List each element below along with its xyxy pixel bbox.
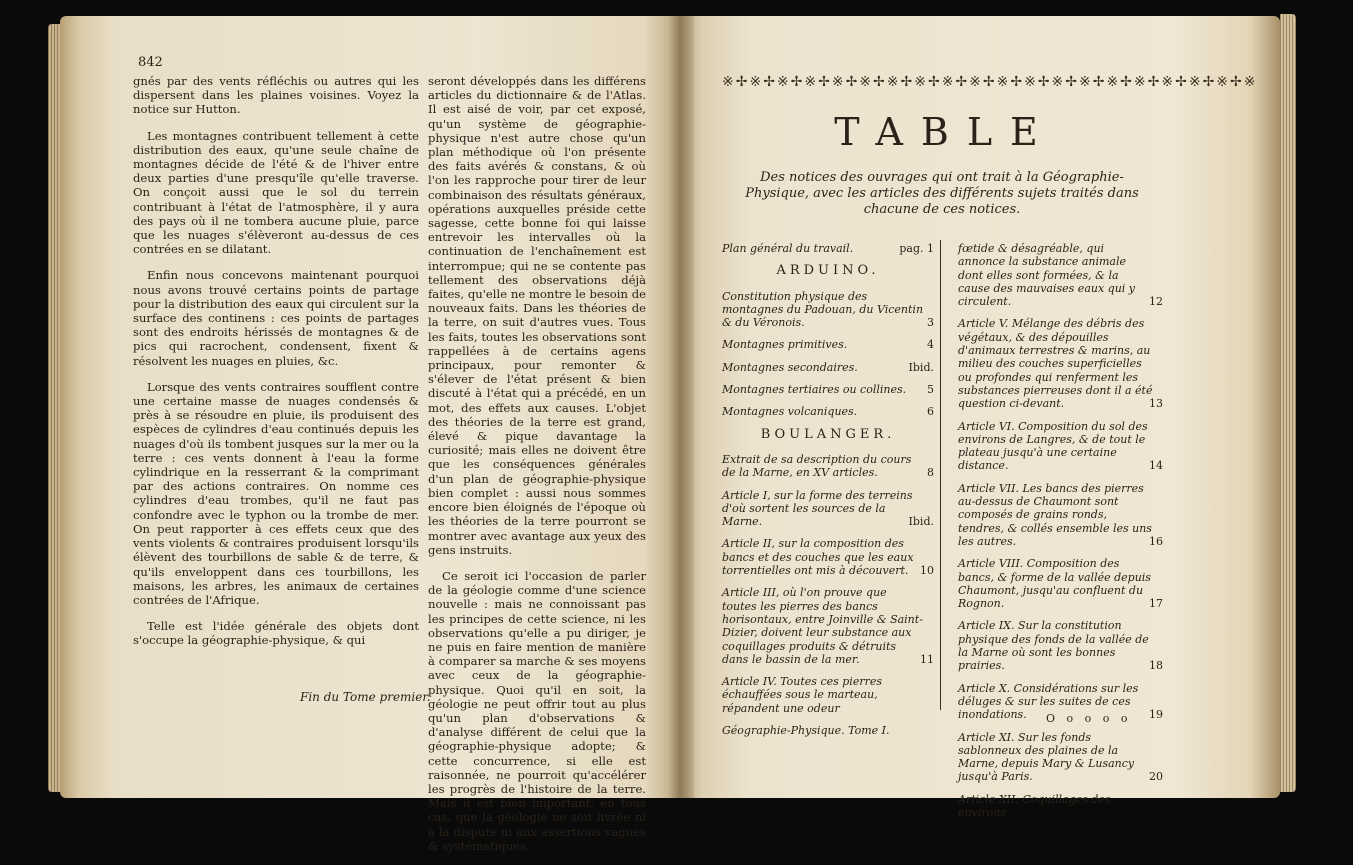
toc-entry bbox=[722, 383, 934, 396]
toc-entry bbox=[722, 361, 934, 374]
left-column-1 bbox=[133, 74, 419, 660]
entry-page: Ibid. bbox=[908, 360, 934, 374]
entry-page: 6 bbox=[927, 405, 934, 419]
paragraph: Lorsque des vents contraires soufflent contre une certaine masse de nuages condensés & près à se résoudre en pluie, ils produisent des espèces de cylindres d'eau continués depuis les nuages d'où ils tombent jusques sur la mer ou la terre : ces vents donnent à l'eau la forme cylindrique en la resserrant & la comprimant par des actions contraires. On nomme ces cylindres d'eau trombes, qu'il ne faut pas confondre avec le typhon ou la trombe de mer. On peut rapporter à ces effets ceux que des vents violents & contraires produisent lorsqu'ils élèvent des tourbillons de sable & de terre, & qu'ils enveloppent dans ces tourbillons, les maisons, les arbres, les animaux de certaines contrées de l'Afrique. bbox=[133, 379, 419, 607]
ornament-band: ※✢※✢※✢※✢※✢※✢※✢※✢※✢※✢※✢※✢※✢※✢※✢※✢※✢※✢※✢※ bbox=[722, 74, 1258, 90]
entry-text: Article VIII. Composition des bancs, & forme de la vallée depuis Chaumont, jusqu'au confluent du Rognon. bbox=[958, 557, 1151, 611]
page-subtitle: Des notices des ouvrages qui ont trait à la Géographie-Physique, avec les articles des différents sujets traités dans chacune de ces notices. bbox=[745, 170, 1139, 217]
toc-entry bbox=[958, 420, 1163, 473]
book-gutter bbox=[668, 16, 694, 798]
page-title: TABLE bbox=[834, 110, 1056, 154]
entry-text: Montagnes secondaires. bbox=[722, 360, 858, 374]
toc-entry bbox=[722, 453, 934, 480]
entry-page: 14 bbox=[1149, 459, 1163, 473]
section-heading: BOULANGER. bbox=[760, 426, 896, 442]
entry-text: Montagnes tertiaires ou collines. bbox=[722, 383, 907, 397]
entry-text: Article VI. Composition du sol des environs de Langres, & de tout le plateau jusqu'à une certaine distance. bbox=[958, 419, 1148, 473]
toc-entry bbox=[722, 290, 934, 330]
toc-entry bbox=[958, 482, 1163, 548]
toc-entry bbox=[722, 242, 934, 255]
toc-entry bbox=[958, 557, 1163, 610]
entry-text: Article II, sur la composition des bancs et des couches que les eaux torrentielles ont mis à découvert. bbox=[722, 537, 914, 578]
entry-page: 16 bbox=[1149, 534, 1163, 548]
toc-entry bbox=[722, 675, 934, 715]
entry-page: 20 bbox=[1149, 770, 1163, 784]
entry-text: Plan général du travail. bbox=[722, 242, 854, 255]
section-heading: ARDUINO. bbox=[776, 263, 880, 279]
entry-page: 5 bbox=[927, 383, 934, 397]
page-number: 842 bbox=[138, 55, 163, 70]
entry-page: 19 bbox=[1149, 708, 1163, 722]
toc-entry bbox=[958, 317, 1163, 410]
entry-text: Article XI. Sur les fonds sablonneux des plaines de la Marne, depuis Mary & Lusancy jusqu'à Paris. bbox=[958, 730, 1135, 784]
paragraph: Enfin nous concevons maintenant pourquoi nous avons trouvé certains points de partage pour la distribution des eaux qui circulent sur la surface des continens : ces points de partages sont des endroits hérissés de montagnes & de pics qui racrochent, condensent, fixent & résolvent les nuages en pluies, &c. bbox=[133, 268, 419, 368]
entry-page: 4 bbox=[927, 338, 934, 352]
left-column-2 bbox=[428, 74, 646, 865]
toc-entry bbox=[958, 731, 1163, 784]
entry-page: 12 bbox=[1149, 295, 1163, 309]
entry-text: Montagnes primitives. bbox=[722, 338, 848, 352]
entry-text: fœtide & désagréable, qui annonce la substance animale dont elles sont formées, & la cause des mauvaises eaux qui y circulent. bbox=[958, 242, 1136, 309]
entry-text: Article VII. Les bancs des pierres au-dessus de Chaumont sont composés de grains ronds, tendres, & collés ensemble les uns les autres. bbox=[958, 481, 1152, 548]
entry-text: Extrait de sa description du cours de la Marne, en XV articles. bbox=[722, 452, 912, 480]
entry-text: Article IV. Toutes ces pierres échauffées sous le marteau, répandent une odeur bbox=[722, 675, 882, 715]
toc-entry bbox=[722, 405, 934, 418]
entry-text: Article XII. Coquillages des environs bbox=[958, 792, 1111, 819]
catchword: O o o o o bbox=[1046, 712, 1132, 725]
column-divider bbox=[940, 240, 941, 710]
entry-text: Géographie-Physique. Tome I. bbox=[722, 724, 890, 738]
paragraph: gnés par des vents réfléchis ou autres qui les dispersent dans les plaines voisines. Voyez la notice sur Hutton. bbox=[133, 74, 419, 117]
toc-entry bbox=[958, 619, 1163, 672]
entry-text: Article X. Considérations sur les déluges & sur les suites de ces inondations. bbox=[958, 681, 1139, 722]
entry-text: Article IX. Sur la constitution physique des fonds de la vallée de la Marne où sont les bonnes prairies. bbox=[958, 619, 1149, 673]
toc-entry bbox=[722, 489, 934, 529]
entry-page: 18 bbox=[1149, 659, 1163, 673]
end-of-volume-note: Fin du Tome premier. bbox=[300, 690, 431, 704]
toc-entry bbox=[958, 793, 1163, 820]
entry-text: Article III, où l'on prouve que toutes les pierres des bancs horisontaux, entre Joinville & Saint-Dizier, doivent leur substance aux coquillages produits & détruits dans le bassin de la mer. bbox=[722, 586, 923, 666]
paragraph: Telle est l'idée générale des objets dont s'occupe la géographie-physique, & qui bbox=[133, 619, 419, 648]
paragraph: seront développés dans les différens articles du dictionnaire & de l'Atlas. Il est aisé de voir, par cet exposé, qu'un système de géographie-physique n'est autre chose qu'un plan méthodique où l'on présente des faits avérés & constans, & où l'on les rapproche pour tirer de leur combinaison des résultats généraux, opérations auxquelles préside cette sagesse, cette bonne foi qui laisse entrevoir les intervalles où la continuation de l'enchaînement est interrompue; qui ne se contente pas tellement des observations déjà faites, qu'elle ne montre le besoin de nouveaux faits. Dans les théories de la terre, on suit d'autres vues. Tous les faits, toutes les observations sont rappellées à de certains agens principaux, pour remonter & s'élever de l'état présent & bien discuté à l'état qui a précédé, en un mot, des effets aux causes. L'objet des théories de la terre est grand, élevé & pique davantage la curiosité; mais elles ne doivent être que les conséquences générales d'un plan de géographie-physique bien complet : aussi nous sommes encore bien éloignés de l'époque où les théories de la terre pourront se montrer avec avantage aux yeux des gens instruits. bbox=[428, 74, 646, 557]
toc-entry bbox=[722, 586, 934, 666]
entry-page: 3 bbox=[927, 316, 934, 330]
toc-entry bbox=[722, 338, 934, 351]
entry-page: 17 bbox=[1149, 597, 1163, 611]
entry-text: Constitution physique des montagnes du Padouan, du Vicentin & du Véronois. bbox=[722, 289, 924, 330]
table-column-1 bbox=[722, 242, 934, 746]
paragraph: Ce seroit ici l'occasion de parler de la géologie comme d'une science nouvelle : mais ne connoissant pas les principes de cette science, ni les observations qu'elle a pu diriger, je ne puis en faire mention de manière à comparer sa marche & ses moyens avec ceux de la géographie-physique. Quoi qu'il en soit, la géologie ne peut offrir tout au plus qu'un plan d'observations & d'analyse différent de celui que la géographie-physique adopte; & cette concurrence, si elle est raisonnée, ne pourroit qu'accélérer les progrès de l'histoire de la terre. Mais il est bien important, en tous cas, que la géologie ne soit livrée ni à la dispute ni aux assertions vagues & systématiques. bbox=[428, 568, 646, 853]
entry-page: 10 bbox=[920, 564, 934, 578]
paragraph: Les montagnes contribuent tellement à cette distribution des eaux, qu'une seule chaîne de montagnes décide de l'été & de l'hiver entre deux parties d'une presqu'île qu'elle traverse. On conçoit aussi que le sol du terrein contribuant à l'état de l'atmosphère, il y aura des pays où il ne tombera aucune pluie, parce que les nuages s'élèveront au-dessus de ces contrées en se dilatant. bbox=[133, 128, 419, 257]
entry-text: Montagnes volcaniques. bbox=[722, 405, 858, 419]
entry-page: pag. 1 bbox=[899, 242, 934, 255]
right-page-edges bbox=[1280, 14, 1296, 792]
table-column-2 bbox=[958, 242, 1163, 828]
toc-entry bbox=[958, 242, 1163, 308]
toc-entry bbox=[722, 537, 934, 577]
entry-text: Article V. Mélange des débris des végétaux, & des dépouilles d'animaux terrestres & marins, au milieu des couches superficielles ou profondes qui renferment les substances pierreuses dont il a été question ci-devant. bbox=[958, 317, 1153, 411]
entry-page: 13 bbox=[1149, 397, 1163, 411]
entry-page: Ibid. bbox=[908, 515, 934, 529]
entry-text: Article I, sur la forme des terreins d'où sortent les sources de la Marne. bbox=[722, 488, 913, 529]
entry-page: 11 bbox=[920, 652, 934, 666]
running-footer bbox=[722, 724, 934, 737]
entry-page: 8 bbox=[927, 466, 934, 480]
